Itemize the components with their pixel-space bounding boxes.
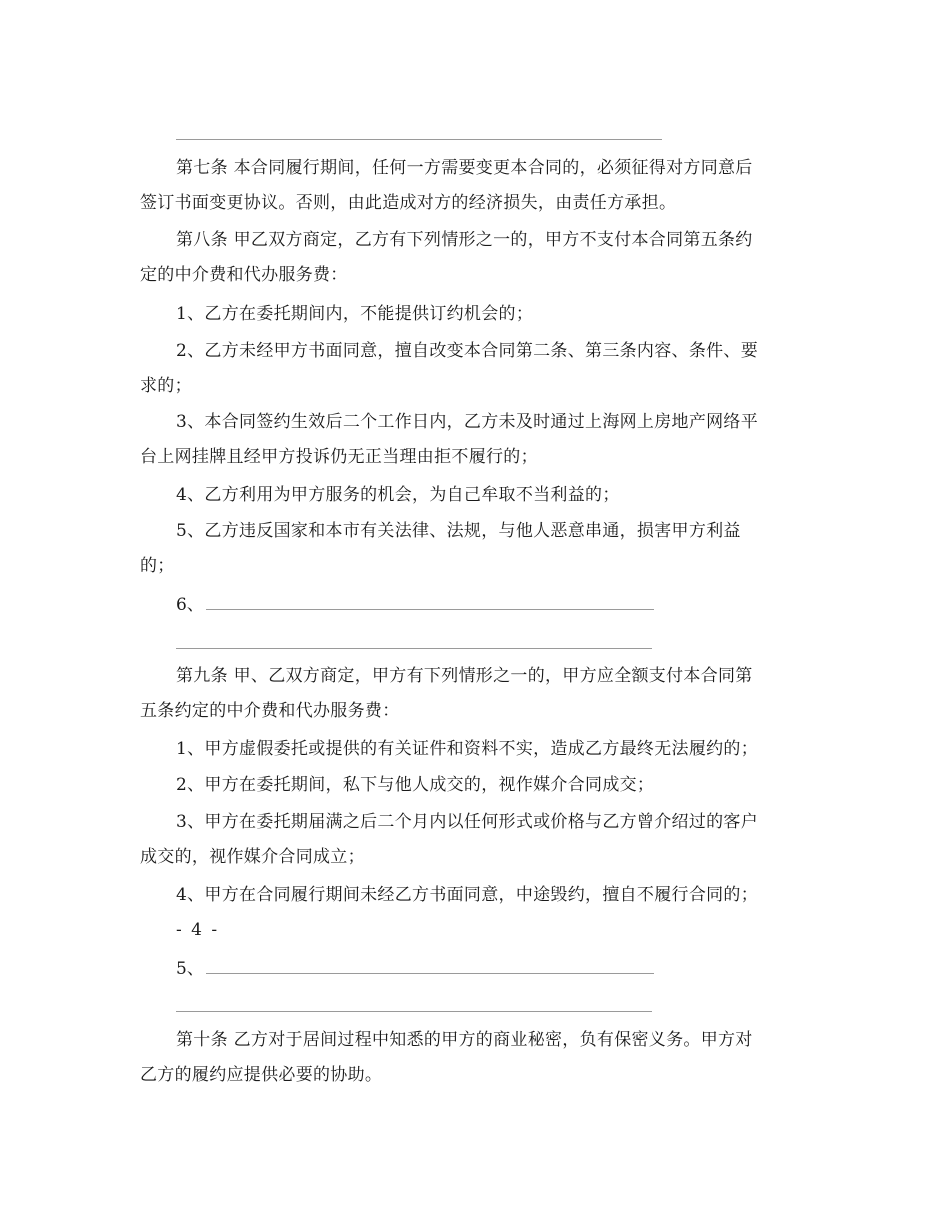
article-8-line-2: 定的中介费和代办服务费： — [140, 265, 348, 285]
article-8-item-2-line-1: 2、乙方未经甲方书面同意，擅自改变本合同第二条、第三条内容、条件、要 — [176, 341, 759, 361]
article-8-item-2-line-2: 求的； — [140, 376, 192, 396]
article-8-blank-line — [176, 648, 652, 649]
top-blank-line — [176, 139, 662, 140]
article-8-item-3-line-2: 台上网挂牌且经甲方投诉仍无正当理由拒不履行的； — [140, 447, 538, 467]
article-9-line-1: 第九条 甲、乙双方商定，甲方有下列情形之一的，甲方应全额支付本合同第 — [176, 666, 753, 686]
article-9-item-4: 4、甲方在合同履行期间未经乙方书面同意，中途毁约，擅自不履行合同的； — [176, 885, 759, 905]
article-9-item-3-line-1: 3、甲方在委托期届满之后二个月内以任何形式或价格与乙方曾介绍过的客户 — [176, 812, 759, 832]
page-number: - 4 - — [176, 920, 220, 940]
article-8-item-6-blank — [206, 591, 654, 610]
article-9-item-5-blank — [206, 955, 654, 974]
article-8-item-4: 4、乙方利用为甲方服务的机会，为自己牟取不当利益的； — [176, 485, 620, 505]
article-8-item-6 — [176, 591, 654, 617]
article-8-item-5-line-2: 的； — [140, 556, 175, 576]
article-9-item-5-number: 5、 — [176, 959, 204, 979]
article-9-item-3-line-2: 成交的，视作媒介合同成立； — [140, 847, 365, 867]
article-7-line-1: 第七条 本合同履行期间，任何一方需要变更本合同的，必须征得对方同意后 — [176, 158, 753, 178]
article-8-item-3-line-1: 3、本合同签约生效后二个工作日内，乙方未及时通过上海网上房地产网络平 — [176, 412, 759, 432]
article-7-line-2: 签订书面变更协议。否则，由此造成对方的经济损失，由责任方承担。 — [140, 193, 677, 213]
article-10-line-1: 第十条 乙方对于居间过程中知悉的甲方的商业秘密，负有保密义务。甲方对 — [176, 1030, 753, 1050]
article-9-line-2: 五条约定的中介费和代办服务费： — [140, 701, 400, 721]
article-10-line-2: 乙方的履约应提供必要的协助。 — [140, 1065, 383, 1085]
article-9-item-2: 2、甲方在委托期间，私下与他人成交的，视作媒介合同成交； — [176, 775, 655, 795]
article-9-item-5 — [176, 955, 654, 981]
article-8-item-5-line-1: 5、乙方违反国家和本市有关法律、法规，与他人恶意串通，损害甲方利益 — [176, 521, 741, 541]
article-8-item-6-number: 6、 — [176, 595, 204, 615]
article-9-blank-line — [176, 1011, 652, 1012]
article-9-item-1: 1、甲方虚假委托或提供的有关证件和资料不实，造成乙方最终无法履约的； — [176, 739, 759, 759]
article-8-line-1: 第八条 甲乙双方商定，乙方有下列情形之一的，甲方不支付本合同第五条约 — [176, 230, 753, 250]
article-8-item-1: 1、乙方在委托期间内，不能提供订约机会的； — [176, 304, 534, 324]
